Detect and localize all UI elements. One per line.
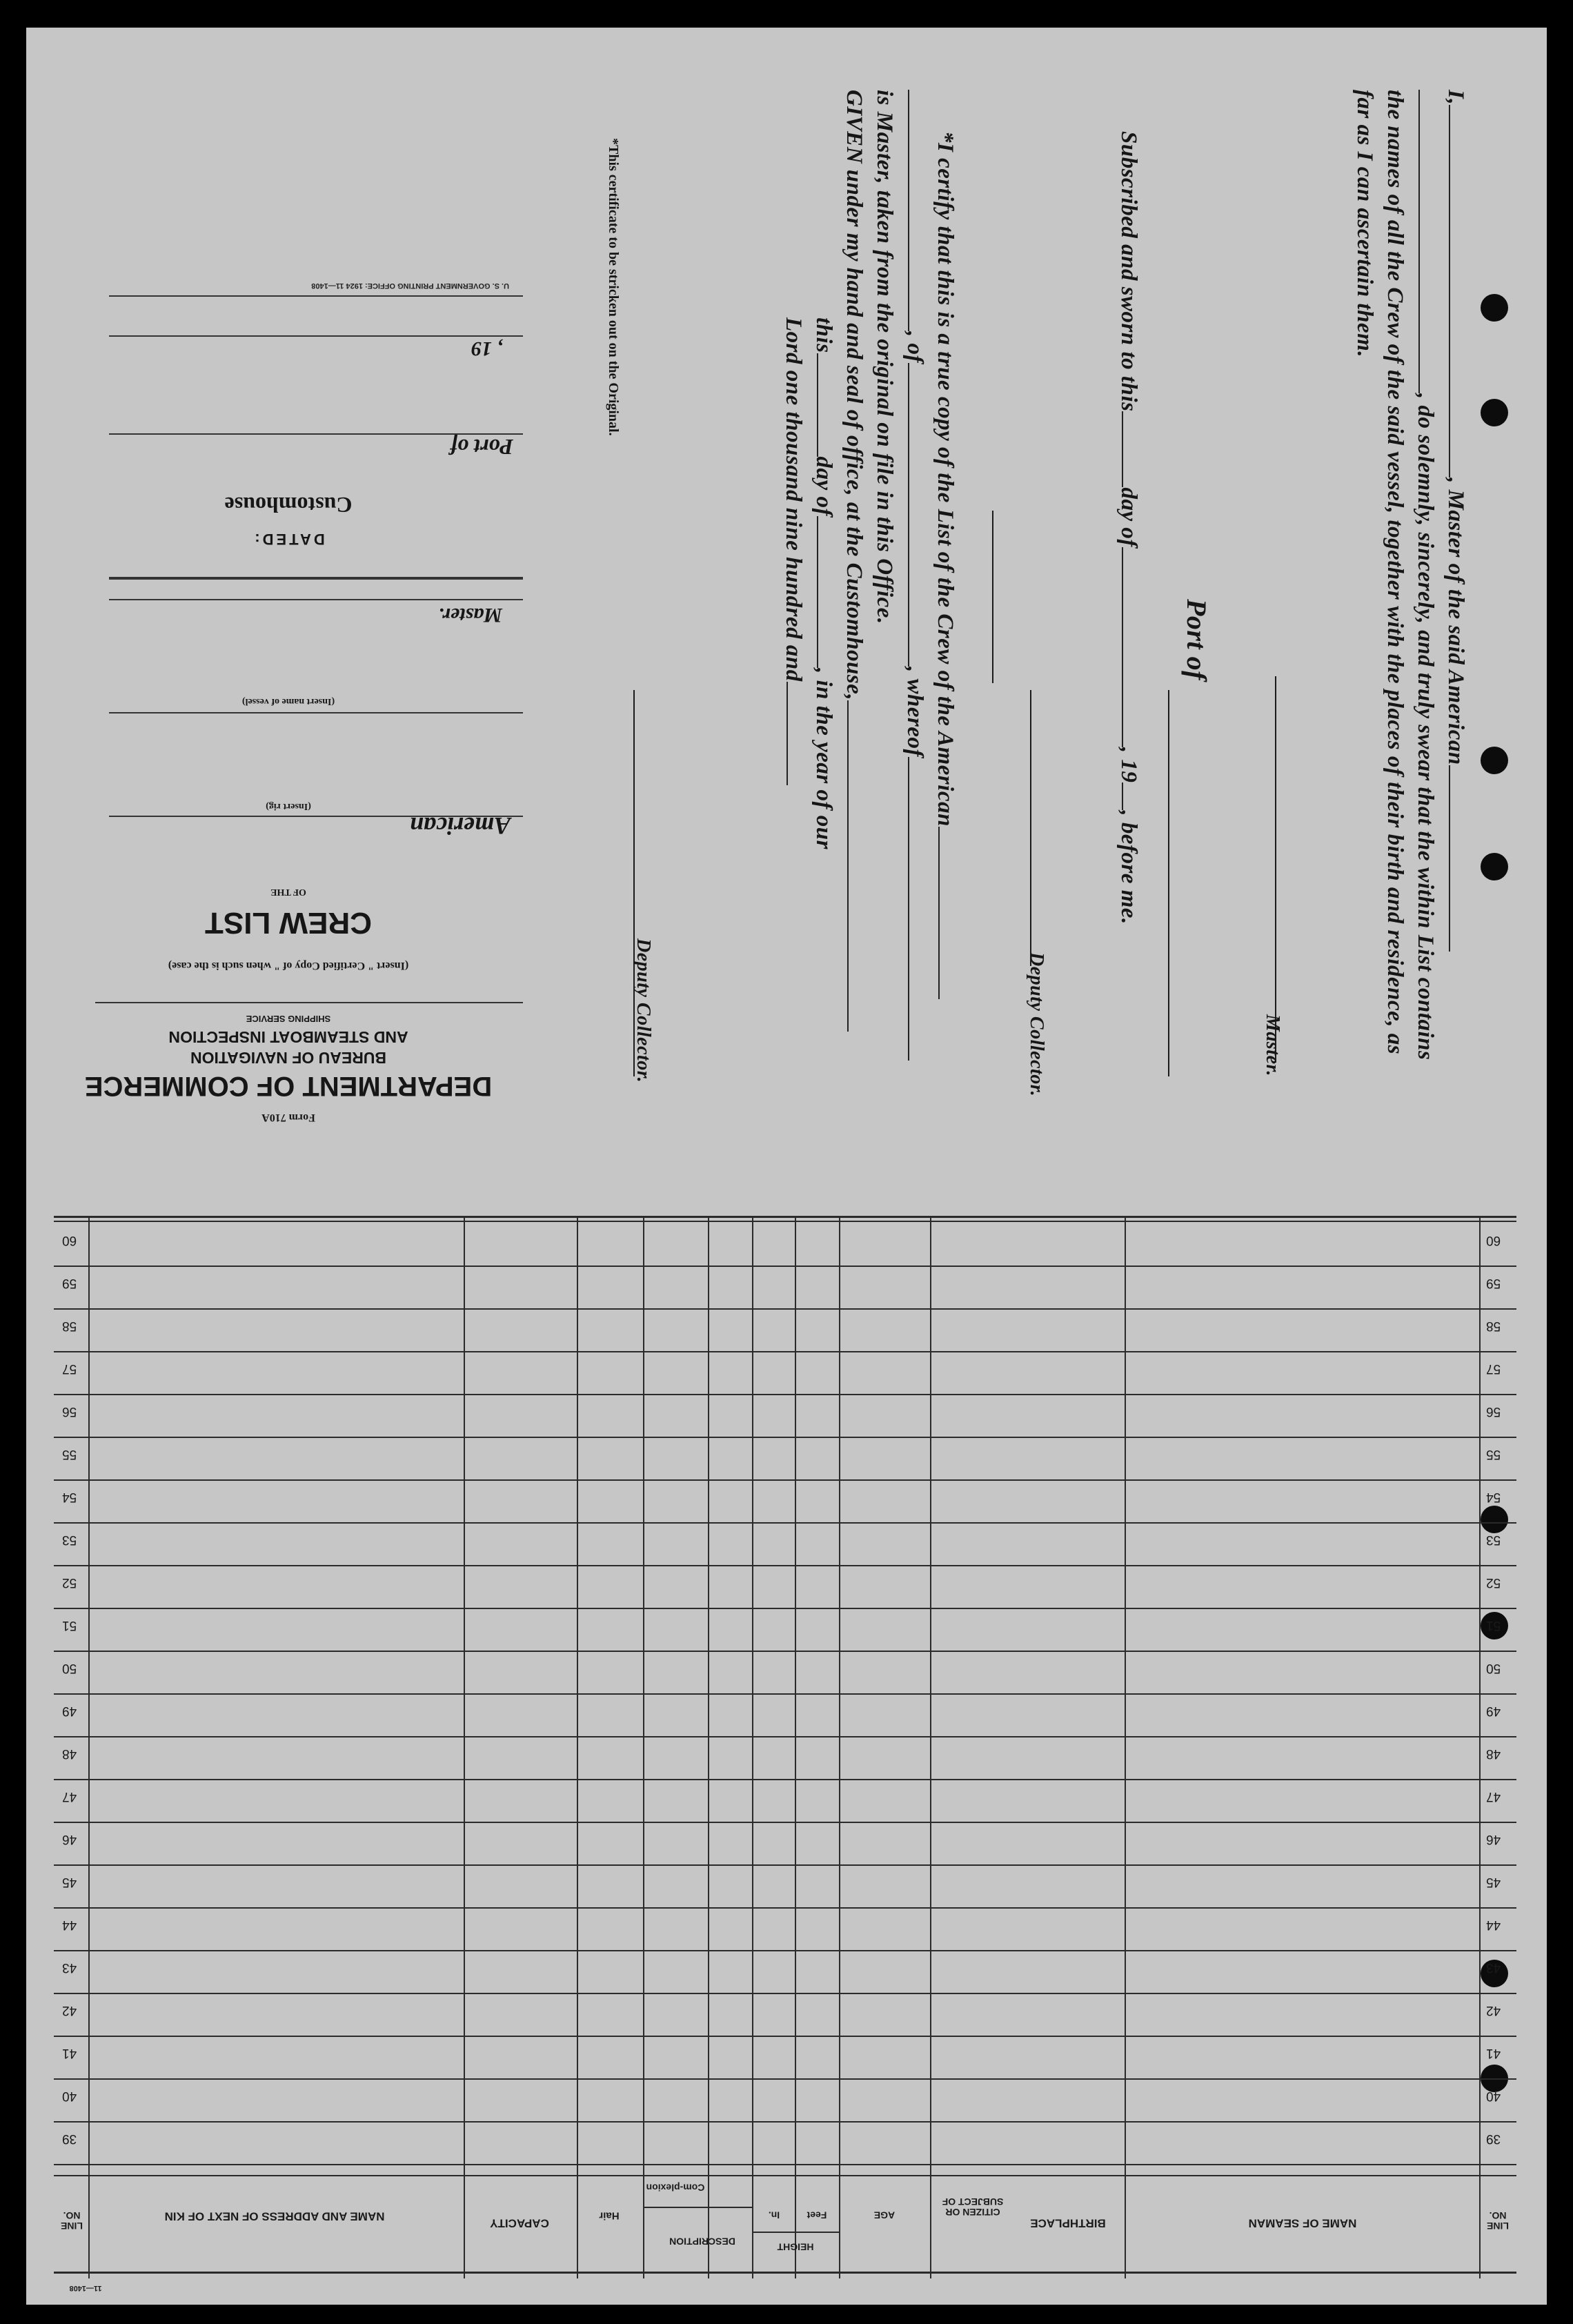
row-number-left: 48 [62,1746,77,1761]
header-height: HEIGHT [777,2241,814,2253]
row-number-right: 50 [1486,1661,1501,1675]
crew-table [54,1216,1516,2293]
oath-line-3: the names of all the Crew of the said vessel, together with the places of their birth and residence, as [1383,90,1407,1055]
header-hair: Hair [599,2209,620,2222]
table-row [54,2164,1516,2165]
printing-note: U. S. GOVERNMENT PRINTING OFFICE: 1924 11—1408 [311,282,509,290]
subscribed-line: Subscribed and sworn to thisday of, 19, before me. [1116,131,1141,925]
row-number-left: 51 [62,1618,77,1633]
row-number-left: 43 [62,1960,77,1975]
insert-name-note: (Insert name of vessel) [241,696,335,707]
row-number-left: 42 [62,2003,77,2018]
table-row [54,1565,1516,1566]
table-row [54,1479,1516,1481]
row-number-right: 39 [1486,2131,1501,2146]
table-row [54,1437,1516,1438]
master-line [109,599,523,600]
form-code: 11—1408 [69,2284,102,2293]
deputy-collector-line-1 [1030,690,1031,966]
row-number-right: 44 [1486,1918,1501,1932]
row-number-left: 41 [62,2046,77,2060]
col-line-hair [643,1216,644,2278]
oath-section [26,28,1547,1201]
port-of-label: Port of [1181,599,1212,680]
row-number-right: 40 [1486,2089,1501,2103]
col-line-birthplace [1125,1216,1126,2278]
row-number-left: 47 [62,1789,77,1804]
table-top-border-inner [54,1221,1516,1222]
this-day-line: thisday of, in the year of our [811,317,836,849]
row-number-right: 56 [1486,1404,1501,1419]
header-citizen: CITIZEN OR SUBJECT OF [942,2196,1004,2218]
vessel-name-line [109,712,523,713]
table-row [54,1907,1516,1909]
double-rule [109,577,523,580]
deputy-collector-2: Deputy Collector. [633,938,654,1083]
table-row [54,1779,1516,1780]
table-row [54,1608,1516,1609]
header-divider [54,2175,1516,2176]
col-line-capacity [577,1216,578,2278]
row-number-right: 47 [1486,1789,1501,1804]
port-of-line [1168,690,1169,1076]
row-number-right: 48 [1486,1746,1501,1761]
bureau-line-1: BUREAU OF NAVIGATION [190,1049,387,1067]
table-row [54,1822,1516,1823]
row-number-left: 53 [62,1533,77,1547]
header-age: AGE [873,2209,896,2221]
insert-certified-note: (Insert " Certified Copy of " when such is the case) [168,960,409,972]
oath-line-1: I,, Master of the said American [1443,90,1468,952]
form-number: Form 710A [261,1112,315,1123]
row-number-right: 51 [1486,1618,1501,1633]
row-number-left: 57 [62,1361,77,1376]
master-signature-label: Master. [1262,1014,1283,1076]
row-number-left: 54 [62,1490,77,1504]
row-number-left: 40 [62,2089,77,2103]
crew-list-form [26,28,1547,2305]
col-line-feet [795,1216,796,2278]
table-row [54,2036,1516,2037]
row-number-left: 56 [62,1404,77,1419]
row-number-left: 49 [62,1704,77,1718]
header-capacity: CAPACITY [490,2216,549,2230]
col-line-citizen [930,1216,931,2278]
customhouse-label: Customhouse [224,493,353,518]
row-number-left: 60 [62,1233,77,1248]
table-row [54,1351,1516,1352]
row-number-right: 58 [1486,1319,1501,1333]
table-row [54,1266,1516,1267]
description-divider [643,2207,752,2208]
table-row [54,1993,1516,1994]
master-signature-line [1275,676,1276,1063]
row-number-left: 45 [62,1875,77,1889]
row-number-right: 53 [1486,1533,1501,1547]
header-name-of-seaman: NAME OF SEAMAN [1248,2216,1357,2230]
row-number-right: 45 [1486,1875,1501,1889]
certify-line: *I certify that this is a true copy of the List of the Crew of the American [932,131,958,999]
table-bottom-border [54,2272,1516,2274]
row-number-right: 49 [1486,1704,1501,1718]
row-number-left: 55 [62,1447,77,1461]
table-row [54,1736,1516,1737]
header-line-no-right: LINE NO. [1487,2209,1509,2232]
stroke-mark [992,511,993,683]
row-number-right: 52 [1486,1575,1501,1590]
row-number-right: 42 [1486,2003,1501,2018]
row-number-left: 58 [62,1319,77,1333]
of-whereof-line: , of, whereof [902,90,927,1061]
cover-panel [54,131,523,1125]
table-row [54,2078,1516,2080]
row-number-left: 52 [62,1575,77,1590]
col-line-inches [752,1216,753,2278]
row-number-right: 57 [1486,1361,1501,1376]
row-number-right: 46 [1486,1832,1501,1847]
row-number-right: 60 [1486,1233,1501,1248]
table-row [54,1950,1516,1951]
header-complexion: Com-plexion [646,2182,705,2194]
row-number-right: 59 [1486,1276,1501,1290]
col-line-left-lineno [88,1216,90,2278]
shipping-service: SHIPPING SERVICE [246,1014,331,1024]
col-line-complexion [708,1216,709,2278]
of-the-label: OF THE [270,887,306,897]
row-number-right: 54 [1486,1490,1501,1504]
row-number-left: 44 [62,1918,77,1932]
table-row [54,2121,1516,2123]
header-birthplace: BIRTHPLACE [1030,2216,1106,2230]
row-number-left: 59 [62,1276,77,1290]
row-number-left: 46 [62,1832,77,1847]
bureau-line-2: AND STEAMBOAT INSPECTION [168,1028,408,1046]
certificate-footnote: *This certificate to be stricken out on the Original. [606,138,621,436]
master-label: Master. [438,604,502,627]
rule [95,1002,523,1003]
insert-rig-note: (Insert rig) [266,801,311,811]
crew-list-title: CREW LIST [205,906,372,940]
dated-label: DATED: [252,531,325,548]
given-line: GIVEN under my hand and seal of office, at the Customhouse, [841,90,867,1032]
oath-line-2: , do solemnly, sincerely, and truly swear that the within List contains [1412,90,1438,1060]
col-line-kin [464,1216,465,2278]
table-row [54,1864,1516,1866]
deputy-collector-1: Deputy Collector. [1026,952,1047,1097]
lord-line: Lord one thousand nine hundred and [780,317,806,785]
header-description: DESCRIPTION [669,2236,735,2247]
height-divider [752,2232,839,2233]
oath-line-4: far as I can ascertain them. [1352,90,1377,358]
col-line-right-lineno [1479,1216,1481,2278]
department-title: DEPARTMENT OF COMMERCE [84,1071,493,1101]
header-inches: In. [768,2209,780,2221]
table-top-border [54,1216,1516,1218]
port-of-label: Port of [450,435,513,460]
row-number-right: 55 [1486,1447,1501,1461]
table-row [54,1394,1516,1395]
table-row [54,1522,1516,1524]
row-number-right: 43 [1486,1960,1501,1975]
year-label: , 19 [471,337,502,360]
header-next-of-kin: NAME AND ADDRESS OF NEXT OF KIN [164,2209,385,2223]
is-master-line: is Master, taken from the original on file in this Office. [872,90,897,624]
row-number-left: 39 [62,2131,77,2146]
row-number-left: 50 [62,1661,77,1675]
header-feet: Feet [807,2209,827,2221]
row-number-right: 41 [1486,2046,1501,2060]
table-row [54,1308,1516,1310]
table-row [54,1651,1516,1652]
col-line-age [839,1216,840,2278]
header-line-no-left: LINE NO. [61,2209,83,2232]
date-line [109,335,523,337]
table-row [54,1693,1516,1695]
american-label: American [409,812,511,840]
rule [109,295,523,297]
